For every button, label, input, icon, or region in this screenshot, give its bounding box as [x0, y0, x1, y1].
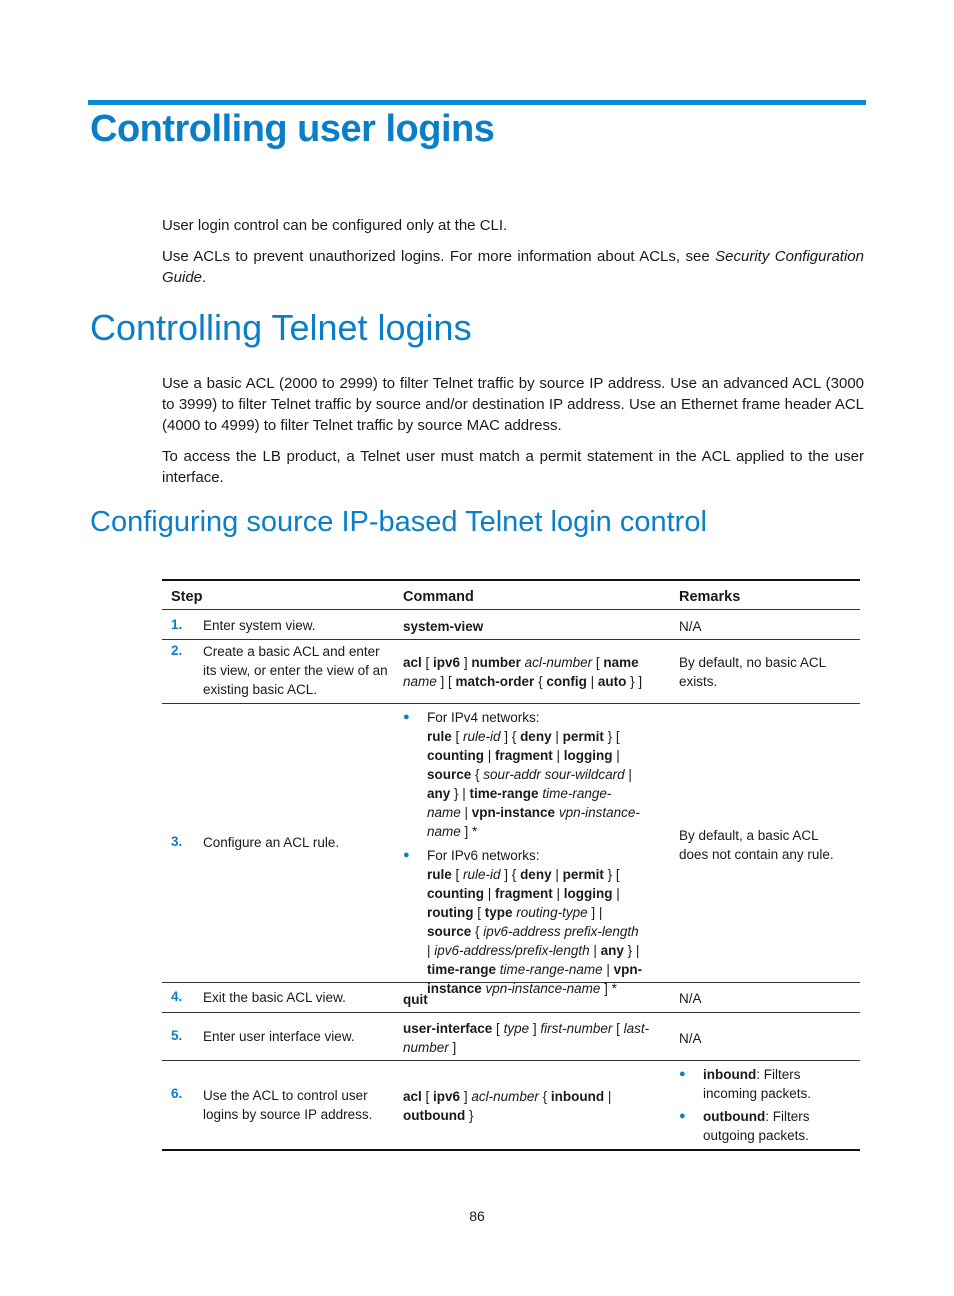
page-number: 86: [469, 1208, 485, 1224]
intro-paragraph-1: User login control can be configured only at the CLI.: [162, 217, 508, 234]
command-table: [162, 579, 860, 1151]
command-text: user-interface [ type ] first-number [ last-number ]: [403, 1021, 650, 1055]
table-row: 6. Use the ACL to control user logins by source IP address. acl [ ipv6 ] acl-number { inbound | outbound } ● inbound: Filters incoming packets. ● outbound: Filters outgoing packets.: [162, 1061, 860, 1149]
page-title: Controlling user logins: [90, 108, 495, 150]
telnet-paragraph-1: Use a basic ACL (2000 to 2999) to filter Telnet traffic by source IP address. Use an advanced ACL (3000 to 3999) to filter Telnet traffic by source and/or destination IP address. Use an Ethernet frame header ACL (4000 to 4999) to filter Telnet traffic by source MAC address.: [162, 375, 864, 434]
telnet-paragraph-2: To access the LB product, a Telnet user must match a permit statement in the ACL applied to the user interface.: [162, 448, 864, 486]
remarks-list: ● inbound: Filters incoming packets. ● outbound: Filters outgoing packets.: [679, 1067, 812, 1143]
command-text: quit: [403, 992, 428, 1007]
section-heading: Configuring source IP-based Telnet login control: [90, 506, 707, 538]
table-header: [162, 581, 860, 609]
table-row: 2. Create a basic ACL and enter its view, or enter the view of an existing basic ACL. acl [ ipv6 ] number acl-number [ name name ] [ match-order { config | auto } ] By default, no basic ACL exists.: [171, 643, 826, 697]
header-step: Step: [171, 589, 203, 605]
table-row: 4. Exit the basic ACL view. quit N/A: [171, 989, 702, 1007]
table-row: 3. Configure an ACL rule. ● For IPv4 networks: rule [ rule-id ] { deny | permit } [ counting | fragment | logging | source { sour-addr sour-wildcard | any } | time-range time-range-name | vpn-instance vpn-instance-name ] * ● For IPv6 networks: rule [ rule-id ] { deny | permit } [ counting | fragment | logging | routing [ type routing-type ] | source { ipv6-address prefix-length | ipv6-address/prefix-length | any } | time-range time-range-name | vpn-instance vpn-instance-name ] * By default, a basic ACL does not contain any rule.: [171, 710, 834, 996]
table-row: 1. Enter system view. system-view N/A: [171, 617, 702, 634]
bullet-icon: ●: [679, 1068, 686, 1080]
command-text: acl [ ipv6 ] acl-number { inbound | outbound }: [403, 1089, 612, 1123]
command-text: system-view: [403, 619, 484, 634]
bullet-icon: ●: [679, 1110, 686, 1122]
title-rule: [88, 100, 866, 105]
intro-paragraph-2: Use ACLs to prevent unauthorized logins. For more information about ACLs, see Security Configuration Guide.: [162, 248, 864, 286]
table-bottom-rule: [162, 1149, 860, 1151]
command-text: ● For IPv4 networks: rule [ rule-id ] { deny | permit } [ counting | fragment | logging | source { sour-addr sour-wildcard | any } | time-range time-range-name | vpn-instance vpn-instance-name ] * ● For IPv6 networks: rule [ rule-id ] { deny | permit } [ counting | fragment | logging | routing [ type routing-type ] | source { ipv6-address prefix-length | ipv6-address/prefix-length | any } | time-range time-range-name | vpn-instance vpn-instance-name ] *: [403, 710, 643, 996]
telnet-heading: Controlling Telnet logins: [90, 307, 472, 348]
header-command: Command: [403, 589, 474, 605]
bullet-icon: ●: [403, 711, 410, 723]
header-remarks: Remarks: [679, 589, 741, 605]
table-row: 5. Enter user interface view. user-interface [ type ] first-number [ last-number ] N/A: [171, 1021, 702, 1055]
bullet-icon: ●: [403, 849, 410, 861]
command-text: acl [ ipv6 ] number acl-number [ name name ] [ match-order { config | auto } ]: [403, 655, 643, 689]
